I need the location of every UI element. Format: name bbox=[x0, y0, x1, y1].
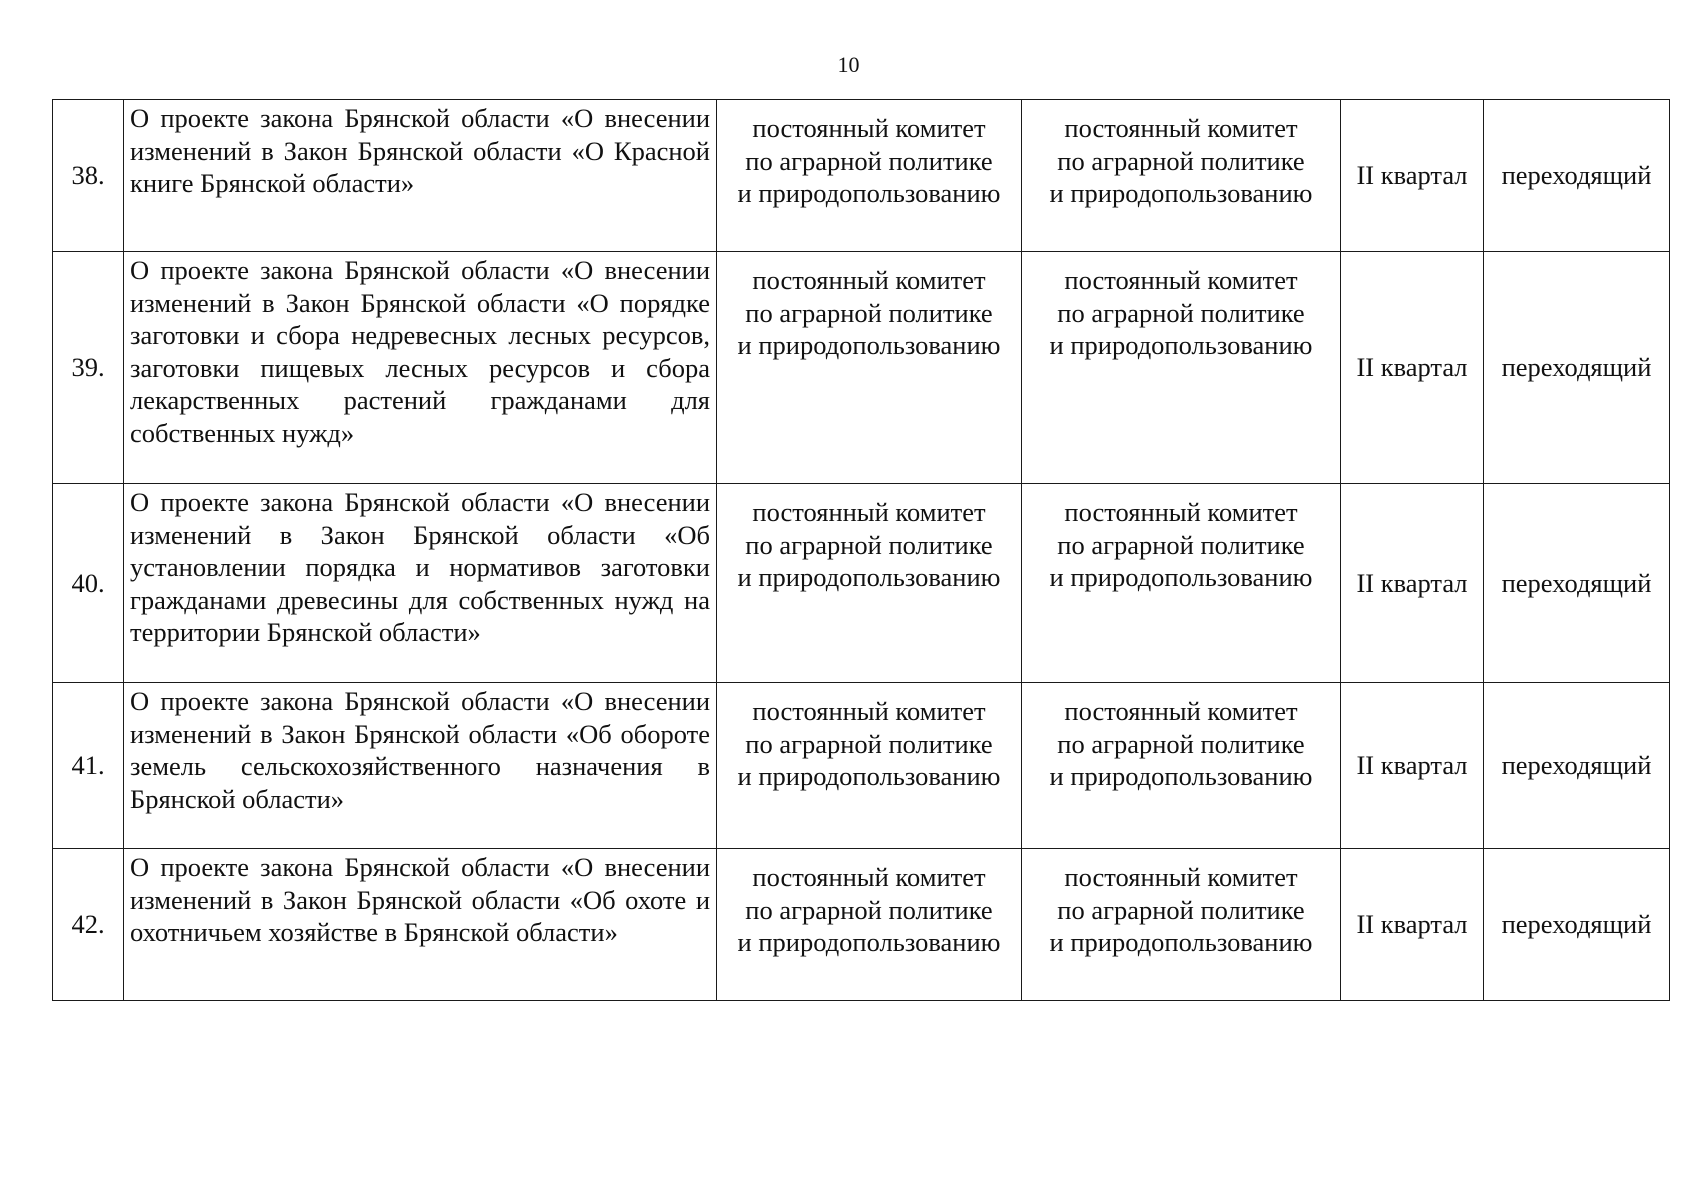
law-title: О проекте закона Брянской области «О внесении изменений в Закон Брянской области «Об обороте земель сельскохозяйственного назначения в Брянской области» bbox=[124, 683, 717, 849]
table-row bbox=[53, 484, 1670, 683]
period: II квартал bbox=[1341, 484, 1484, 683]
row-number: 38. bbox=[53, 100, 124, 252]
period: II квартал bbox=[1341, 100, 1484, 252]
executor-committee-text: постоянный комитет по аграрной политике и природопользованию bbox=[1049, 265, 1313, 360]
law-title: О проекте закона Брянской области «О внесении изменений в Закон Брянской области «Об охоте и охотничьем хозяйстве в Брянской области» bbox=[124, 849, 717, 1001]
responsible-committee-text: постоянный комитет по аграрной политике и природопользованию bbox=[737, 497, 1001, 592]
executor-committee-text: постоянный комитет по аграрной политике и природопользованию bbox=[1049, 113, 1313, 208]
responsible-committee-text: постоянный комитет по аграрной политике и природопользованию bbox=[737, 113, 1001, 208]
law-title: О проекте закона Брянской области «О внесении изменений в Закон Брянской области «Об установлении порядка и нормативов заготовки гражданами древесины для собственных нужд на территории Брянской области» bbox=[124, 484, 717, 683]
executor-committee bbox=[1022, 252, 1341, 484]
responsible-committee-text: постоянный комитет по аграрной политике и природопользованию bbox=[737, 862, 1001, 957]
row-number: 39. bbox=[53, 252, 124, 484]
executor-committee-text: постоянный комитет по аграрной политике и природопользованию bbox=[1049, 862, 1313, 957]
status: переходящий bbox=[1484, 252, 1670, 484]
status: переходящий bbox=[1484, 484, 1670, 683]
responsible-committee-text: постоянный комитет по аграрной политике и природопользованию bbox=[737, 696, 1001, 791]
responsible-committee bbox=[717, 100, 1022, 252]
status: переходящий bbox=[1484, 849, 1670, 1001]
period: II квартал bbox=[1341, 252, 1484, 484]
executor-committee bbox=[1022, 484, 1341, 683]
responsible-committee bbox=[717, 683, 1022, 849]
status: переходящий bbox=[1484, 683, 1670, 849]
row-number: 41. bbox=[53, 683, 124, 849]
responsible-committee bbox=[717, 484, 1022, 683]
table-row bbox=[53, 100, 1670, 252]
executor-committee bbox=[1022, 683, 1341, 849]
status: переходящий bbox=[1484, 100, 1670, 252]
table-row bbox=[53, 252, 1670, 484]
law-title: О проекте закона Брянской области «О внесении изменений в Закон Брянской области «О порядке заготовки и сбора недревесных лесных ресурсов, заготовки пищевых лесных ресурсов и сбора лекарственных растений гражданами для собственных нужд» bbox=[124, 252, 717, 484]
period: II квартал bbox=[1341, 683, 1484, 849]
executor-committee bbox=[1022, 100, 1341, 252]
table-row bbox=[53, 683, 1670, 849]
period: II квартал bbox=[1341, 849, 1484, 1001]
responsible-committee bbox=[717, 252, 1022, 484]
executor-committee-text: постоянный комитет по аграрной политике и природопользованию bbox=[1049, 497, 1313, 592]
page-number: 10 bbox=[837, 52, 860, 77]
row-number: 42. bbox=[53, 849, 124, 1001]
row-number: 40. bbox=[53, 484, 124, 683]
plan-table bbox=[52, 99, 1670, 1001]
executor-committee-text: постоянный комитет по аграрной политике и природопользованию bbox=[1049, 696, 1313, 791]
executor-committee bbox=[1022, 849, 1341, 1001]
table-row bbox=[53, 849, 1670, 1001]
responsible-committee-text: постоянный комитет по аграрной политике и природопользованию bbox=[737, 265, 1001, 360]
responsible-committee bbox=[717, 849, 1022, 1001]
law-title: О проекте закона Брянской области «О внесении изменений в Закон Брянской области «О Красной книге Брянской области» bbox=[124, 100, 717, 252]
